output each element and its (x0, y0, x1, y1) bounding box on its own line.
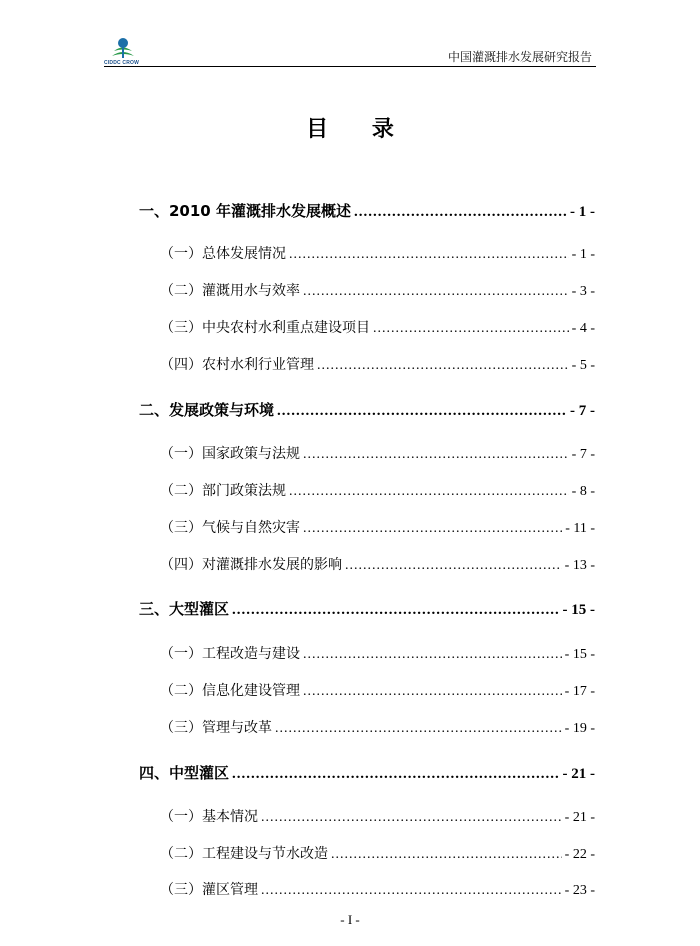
toc-leader-dots (261, 883, 562, 899)
toc-entry-label: （一）基本情况 (160, 809, 258, 825)
toc-entry-label: （二）信息化建设管理 (160, 683, 300, 699)
toc-entry-page: - 7 - (571, 447, 595, 462)
toc-entry-label: （四）农村水利行业管理 (160, 357, 314, 373)
toc-entry-page: - 13 - (564, 558, 595, 573)
logo-text: CIDDC CROW (104, 60, 140, 66)
toc-entry-page: - 19 - (564, 721, 595, 736)
toc-entry-section[interactable] (160, 280, 595, 300)
toc-entry-label: （三）气候与自然灾害 (160, 520, 300, 536)
toc-entry-chapter[interactable] (139, 200, 595, 221)
toc-entry-section[interactable] (160, 680, 595, 700)
toc-entry-page: - 22 - (564, 847, 595, 862)
toc-entry-page: - 1 - (570, 204, 595, 220)
toc-entry-label: 一、2010 年灌溉排水发展概述 (139, 202, 351, 220)
toc-entry-label: 二、发展政策与环境 (139, 401, 275, 419)
toc-title: 目 录 (306, 117, 394, 142)
toc-entry-section[interactable] (160, 443, 595, 463)
toc-entry-label: （一）工程改造与建设 (160, 646, 300, 662)
toc-entry-page: - 8 - (571, 484, 595, 499)
toc-entry-section[interactable] (160, 354, 595, 374)
toc-entry-label: 三、大型灌区 (139, 600, 230, 618)
toc-entry-page: - 15 - (562, 602, 595, 618)
toc-entry-label: （二）工程建设与节水改造 (160, 846, 328, 862)
toc-leader-dots (331, 847, 562, 863)
toc-entry-section[interactable] (160, 517, 595, 537)
toc-entry-page: - 7 - (570, 403, 595, 419)
toc-leader-dots (373, 321, 569, 337)
toc-leader-dots (345, 558, 562, 574)
toc-entry-chapter[interactable] (139, 598, 595, 619)
toc-entry-section[interactable] (160, 806, 595, 826)
toc-entry-page: - 21 - (564, 810, 595, 825)
toc-entry-label: （四）对灌溉排水发展的影响 (160, 557, 342, 573)
toc-entry-label: （三）管理与改革 (160, 720, 272, 736)
toc-entry-label: （二）部门政策法规 (160, 483, 286, 499)
toc-leader-dots (261, 810, 562, 826)
toc-entry-page: - 15 - (564, 647, 595, 662)
toc-leader-dots (303, 521, 562, 537)
toc-entry-page: - 17 - (564, 684, 595, 699)
toc-entry-section[interactable] (160, 480, 595, 500)
toc-entry-label: （三）灌区管理 (160, 882, 258, 898)
toc-entry-section[interactable] (160, 317, 595, 337)
toc-entry-chapter[interactable] (139, 762, 595, 783)
toc-leader-dots (289, 247, 569, 263)
toc-entry-section[interactable] (160, 554, 595, 574)
page-number: - I - (340, 912, 360, 927)
toc-entry-section[interactable] (160, 243, 595, 263)
toc-entry-page: - 5 - (571, 358, 595, 373)
header-title: 中国灌溉排水发展研究报告 (447, 50, 592, 64)
toc-leader-dots (303, 684, 562, 700)
toc-entry-label: （二）灌溉用水与效率 (160, 283, 300, 299)
toc-leader-dots (303, 447, 569, 463)
toc-entry-section[interactable] (160, 643, 595, 663)
toc-entry-page: - 3 - (571, 284, 595, 299)
toc-entry-section[interactable] (160, 717, 595, 737)
toc-entry-label: （一）国家政策与法规 (160, 446, 300, 462)
toc-entry-section[interactable] (160, 843, 595, 863)
toc-leader-dots (277, 403, 567, 420)
toc-entry-page: - 21 - (562, 766, 595, 782)
toc-entry-page: - 11 - (565, 521, 595, 536)
toc-entry-label: （三）中央农村水利重点建设项目 (160, 320, 370, 336)
toc-leader-dots (232, 602, 559, 619)
toc-entry-page: - 4 - (571, 321, 595, 336)
toc-leader-dots (317, 358, 569, 374)
toc-entry-label: （一）总体发展情况 (160, 246, 286, 262)
toc-entry-page: - 23 - (564, 883, 595, 898)
toc-entry-chapter[interactable] (139, 399, 595, 420)
toc-leader-dots (354, 204, 567, 221)
toc-entry-page: - 1 - (571, 247, 595, 262)
toc-leader-dots (289, 484, 569, 500)
header-divider (104, 66, 596, 67)
toc-leader-dots (275, 721, 562, 737)
toc-entry-label: 四、中型灌区 (139, 764, 230, 782)
toc-leader-dots (303, 284, 569, 300)
toc-leader-dots (303, 647, 562, 663)
toc-entry-section[interactable] (160, 879, 595, 899)
toc-leader-dots (232, 766, 559, 783)
